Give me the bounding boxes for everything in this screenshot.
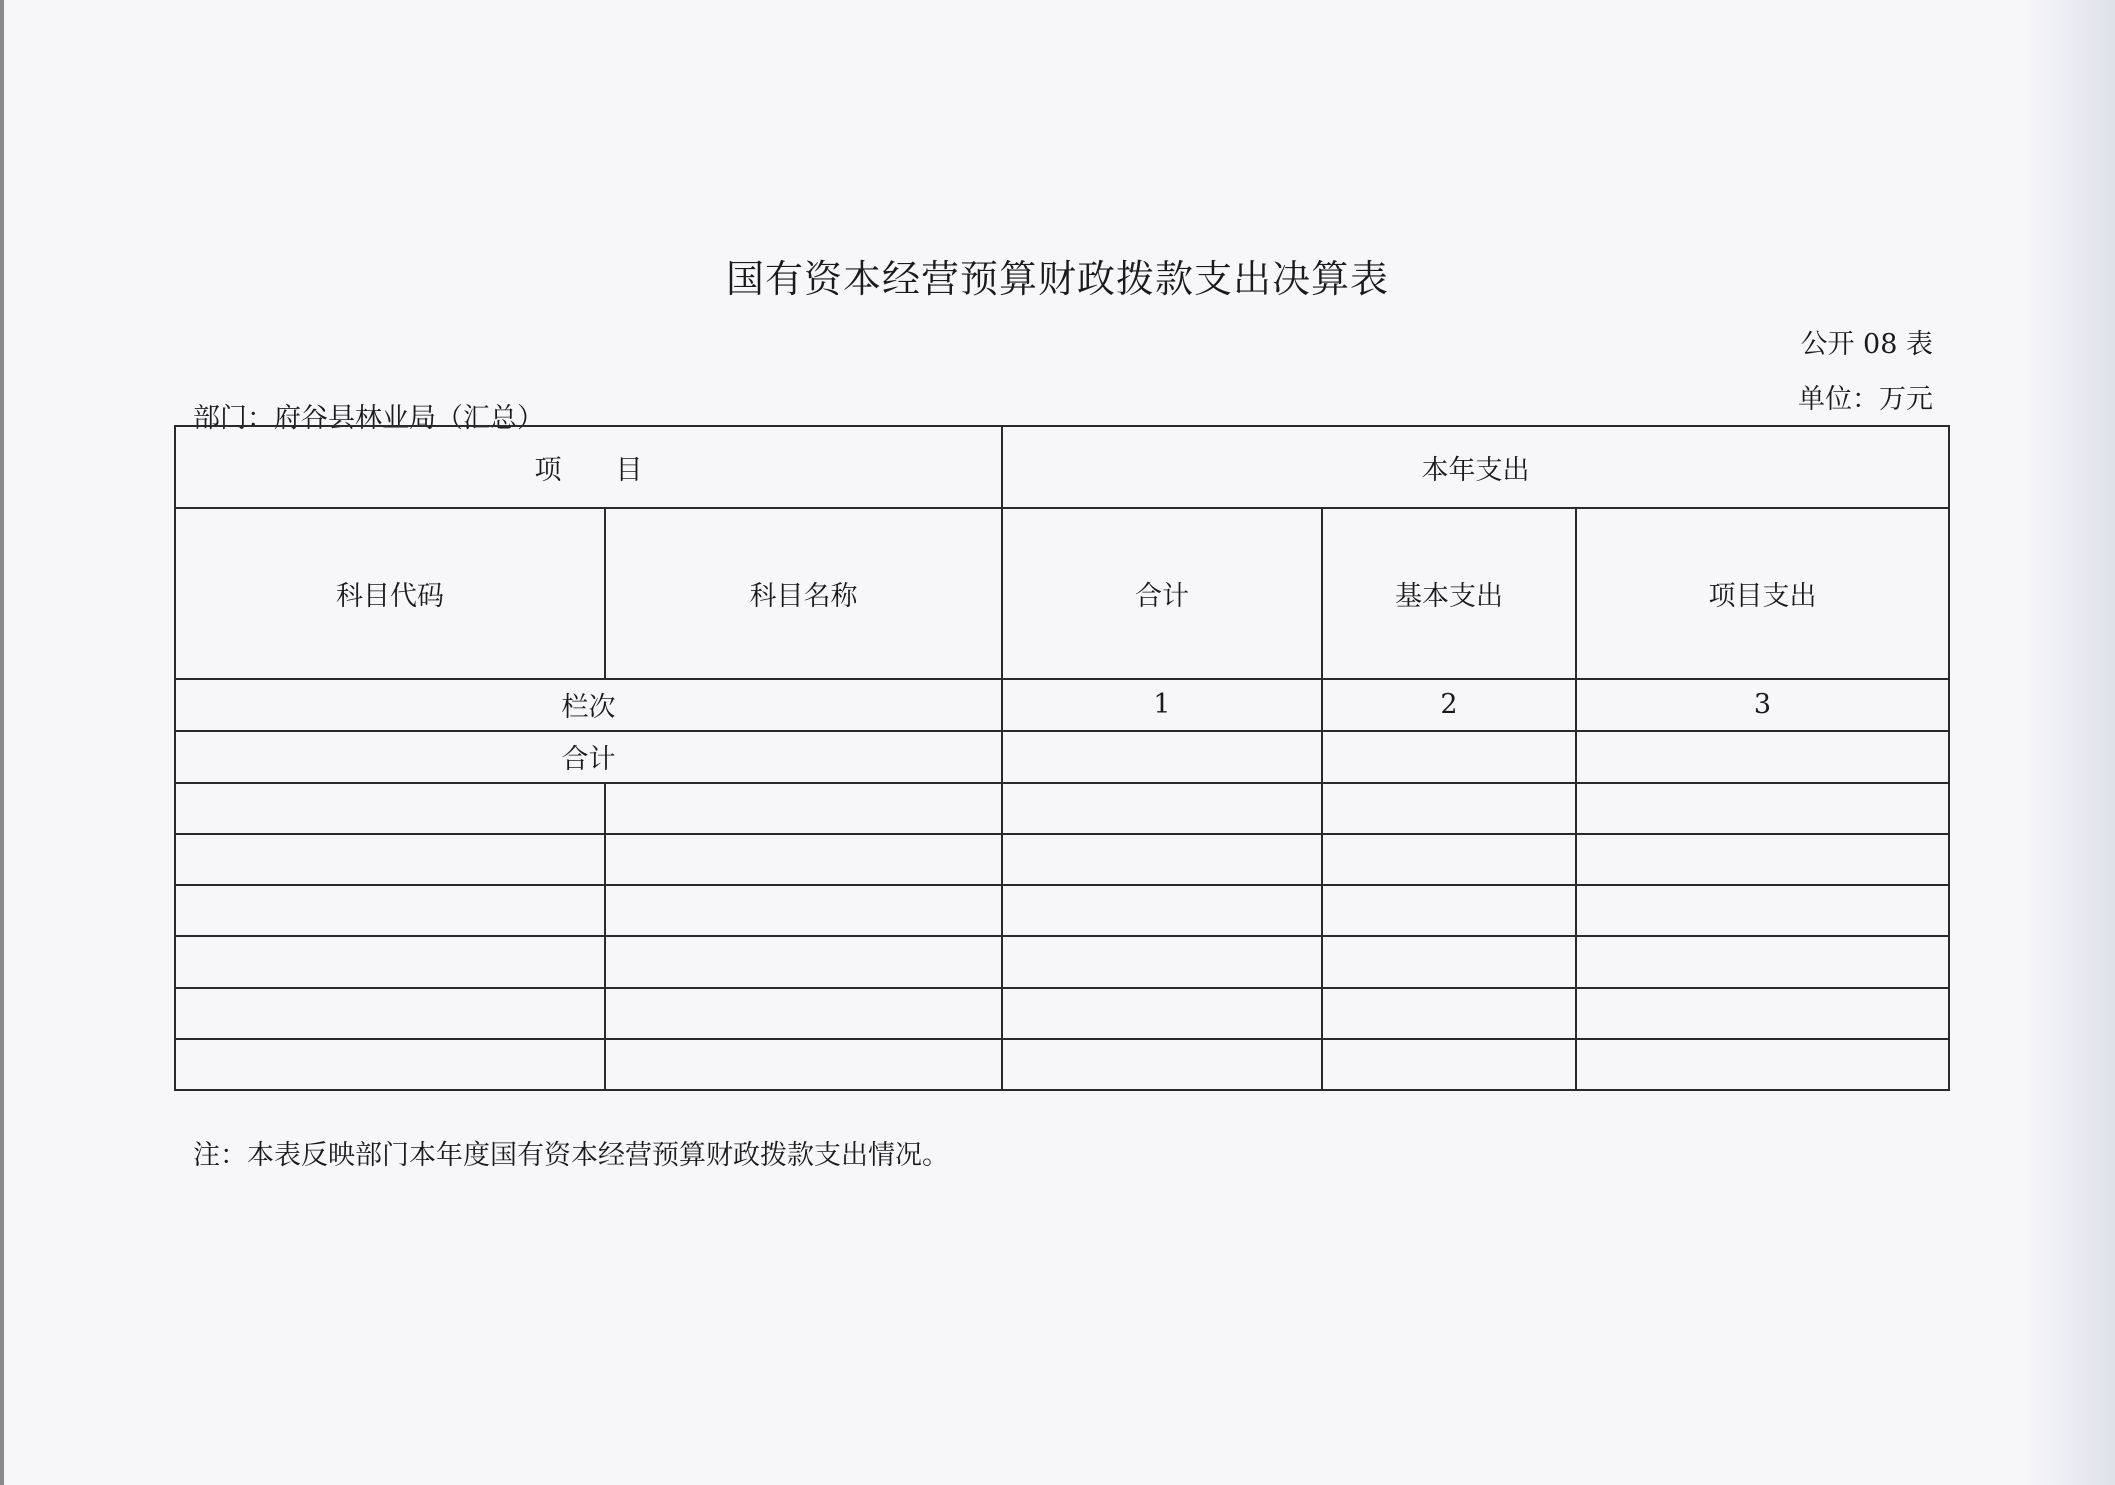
table-cell: [175, 783, 605, 834]
table-row: [175, 936, 1949, 987]
total-cell: [1002, 731, 1322, 783]
table-cell: [175, 988, 605, 1039]
table-cell: [1322, 783, 1576, 834]
col-total-header: 合计: [1002, 508, 1322, 679]
table-row: [175, 988, 1949, 1039]
table-cell: [1576, 834, 1949, 885]
col-basic-header: 基本支出: [1322, 508, 1576, 679]
table-cell: [605, 936, 1002, 987]
table-cell: [605, 988, 1002, 1039]
table-cell: [1002, 936, 1322, 987]
index-row: [175, 679, 1949, 731]
header-row-2: [175, 508, 1949, 679]
table-cell: [1002, 834, 1322, 885]
document-title: 国有资本经营预算财政拨款支出决算表: [725, 257, 1389, 301]
table-row: [175, 1039, 1949, 1090]
table-cell: [1002, 885, 1322, 936]
col-code-header: 科目代码: [175, 508, 605, 679]
table-cell: [605, 783, 1002, 834]
table-cell: [1322, 988, 1576, 1039]
row-index-label: 栏次: [175, 679, 1002, 731]
table-cell: [175, 885, 605, 936]
table-cell: [1002, 783, 1322, 834]
table-cell: [605, 1039, 1002, 1090]
table-cell: [1576, 936, 1949, 987]
scan-shadow: [2025, 0, 2115, 1485]
table-cell: [1576, 988, 1949, 1039]
row-total-label: 合计: [175, 731, 1002, 783]
table-row: [175, 834, 1949, 885]
header-row-1: [175, 426, 1949, 508]
index-basic: 2: [1322, 679, 1576, 731]
table-cell: [1322, 834, 1576, 885]
index-project: 3: [1576, 679, 1949, 731]
header-project: 项 目: [175, 426, 1002, 508]
table-cell: [1576, 885, 1949, 936]
table-row: [175, 885, 1949, 936]
table-cell: [1576, 783, 1949, 834]
basic-cell: [1322, 731, 1576, 783]
table-cell: [175, 1039, 605, 1090]
scan-edge: [0, 0, 4, 1485]
index-total: 1: [1002, 679, 1322, 731]
header-expense: 本年支出: [1002, 426, 1949, 508]
unit-label: 单位：万元: [1798, 384, 1933, 415]
footnote: 注：本表反映部门本年度国有资本经营预算财政拨款支出情况。: [193, 1140, 949, 1171]
col-name-header: 科目名称: [605, 508, 1002, 679]
table-cell: [1576, 1039, 1949, 1090]
table-cell: [175, 936, 605, 987]
table-cell: [1002, 1039, 1322, 1090]
table-cell: [605, 885, 1002, 936]
form-code: 公开 08 表: [1800, 329, 1933, 360]
table-row: [175, 783, 1949, 834]
project-cell: [1576, 731, 1949, 783]
total-row: [175, 731, 1949, 783]
department-label: 部门：府谷县林业局（汇总）: [193, 403, 544, 434]
table-cell: [1322, 936, 1576, 987]
col-project-header: 项目支出: [1576, 508, 1949, 679]
table-cell: [605, 834, 1002, 885]
table-cell: [175, 834, 605, 885]
budget-table: [174, 425, 1950, 1091]
table-cell: [1322, 885, 1576, 936]
table-cell: [1322, 1039, 1576, 1090]
table-cell: [1002, 988, 1322, 1039]
